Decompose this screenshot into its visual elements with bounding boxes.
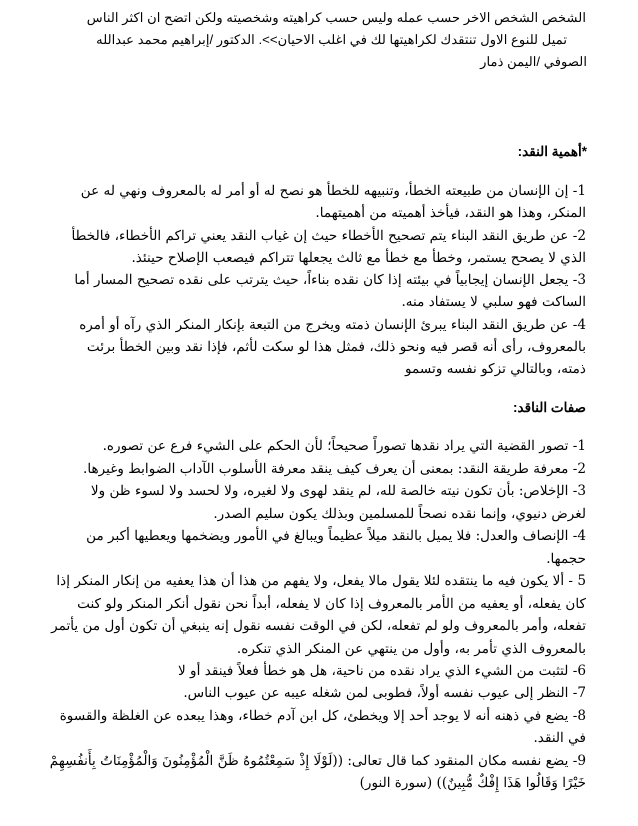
paragraph-line: 6- لتثبت من الشيء الذي يراد نقده من ناحية، هل هو خطأ فعلاً فينقد أو لا — [177, 663, 586, 679]
paragraph-line: المنكر، وهذا هو النقد، فيأخذ أهميته من أهميتهما. — [315, 205, 586, 221]
paragraph-line: 5 - ألا يكون فيه ما ينتقده لئلا يقول مالا يفعل، ولا يفهم من هذا أن هذا يعفيه من إنكار المنكر إذا — [56, 573, 586, 589]
paragraph-line: لغرض دنيوي، وإنما نقده نصحاً للمسلمين وبذلك يكون سليم الصدر. — [213, 506, 586, 522]
paragraph-line: 8- يضع في ذهنه أنه لا يوجد أحد إلا ويخطئ، كل ابن آدم خطاء، وهذا يبعده عن الغلظة والقسوة — [59, 708, 586, 724]
paragraph-line: 4- عن طريق النقد البناء يبرئ الإنسان ذمته ويخرج من التبعة بإنكار المنكر الذي رآه أو أمره — [79, 317, 586, 333]
intro-line: تميل للنوع الاول تنتقدك لكراهيتها لك في اغلب الاحيان>>. الدكتور /إبراهيم محمد عبدالله — [96, 32, 567, 47]
paragraph-line: الذي لا يصحح يستمر، وخطأ مع خطأ مع ثالث يجعلها تتراكم فيصعب الإصلاح حينئذ. — [131, 250, 586, 266]
paragraph-line: بالمعروف الذي تأمر به، وأول من ينتهي عن المنكر الذي تنكره. — [236, 641, 586, 657]
paragraph-line: 2- معرفة طريقة النقد: بمعنى أن يعرف كيف ينقد معرفة الأسلوب الآداب الضوابط وغيرها. — [83, 461, 586, 477]
paragraph-line: الساكت فهو سلبي لا يستفاد منه. — [401, 294, 586, 310]
paragraph-line: بالمعروف، رأى أنه قصر فيه ونحو ذلك، فمثل هذا لو سكت لأثم، فإذا نقد وبين الخطأ برئت — [86, 339, 586, 355]
paragraph-line: 3- يجعل الإنسان إيجابياً في بيئته إذا كان نقده بناءاً، حيث يترتب على نقده تصحيح المسار أما — [74, 272, 586, 288]
paragraph-line: تفعله، وأمر بالمعروف ولو لم تفعله، لكن في الوقت نفسه نقول إنه ينبغي أن تكون أول من يأتمر — [51, 618, 586, 634]
paragraph-line: 2- عن طريق النقد البناء يتم تصحيح الأخطاء حيث إن غياب النقد يعني تراكم الأخطاء، فالخطأ — [71, 228, 586, 244]
intro-line: الصوفي /اليمن ذمار — [480, 54, 587, 69]
section-heading-importance: *أهمية النقد: — [517, 144, 587, 159]
paragraph-line: 9- يضع نفسه مكان المنقود كما قال تعالى: ((لَوْلَا إِذْ سَمِعْتُمُوهُ ظَنَّ الْمُؤْمِنُونَ وَالْمُؤْمِنَاتُ بِأَنفُسِهِمْ — [49, 753, 586, 769]
paragraph-line: 7- النظر إلى عيوب نفسه أولاً، فطوبى لمن شغله عيبه عن عيوب الناس. — [183, 685, 586, 701]
paragraph-line: حجمها. — [546, 551, 586, 567]
paragraph-line: خَيْرًا وَقَالُوا هَذَا إِفْكٌ مُّبِينٌ)) (سورة النور) — [359, 775, 586, 791]
paragraph-line: 1- إن الإنسان من طبيعته الخطأ، وتنبيهه للخطأ هو نصح له أو أمر له بالمعروف ونهي له عن — [80, 183, 586, 199]
paragraph-line: ذمته، وبالتالي تزكو نفسه وتسمو — [405, 361, 586, 377]
paragraph-line: 3- الإخلاص: بأن تكون نيته خالصة لله، لم ينقد لهوى ولا لغيره، ولا لحسد ولا لسوء ظن ولا — [90, 483, 586, 499]
paragraph-line: 4- الإنصاف والعدل: فلا يميل بالنقد ميلاً عظيماً ويبالغ في الأمور ويضخمها ويعطيها أكبر من — [86, 528, 586, 544]
intro-line: الشخص الشخص الاخر حسب عمله وليس حسب كراهيته وشخصيته ولكن اتضح ان اكثر الناس — [86, 10, 586, 25]
paragraph-line: كان يفعله، أو يعفيه من الأمر بالمعروف إذا كان لا يفعله، أبداً نحن نقول أنكر المنكر ولو كنت — [77, 596, 586, 612]
section-heading-critic-traits: صفات الناقد: — [513, 400, 586, 415]
paragraph-line: في النقد. — [533, 730, 586, 746]
paragraph-line: 1- تصور القضية التي يراد نقدها تصوراً صحيحاً؛ لأن الحكم على الشيء فرع عن تصوره. — [102, 438, 586, 454]
